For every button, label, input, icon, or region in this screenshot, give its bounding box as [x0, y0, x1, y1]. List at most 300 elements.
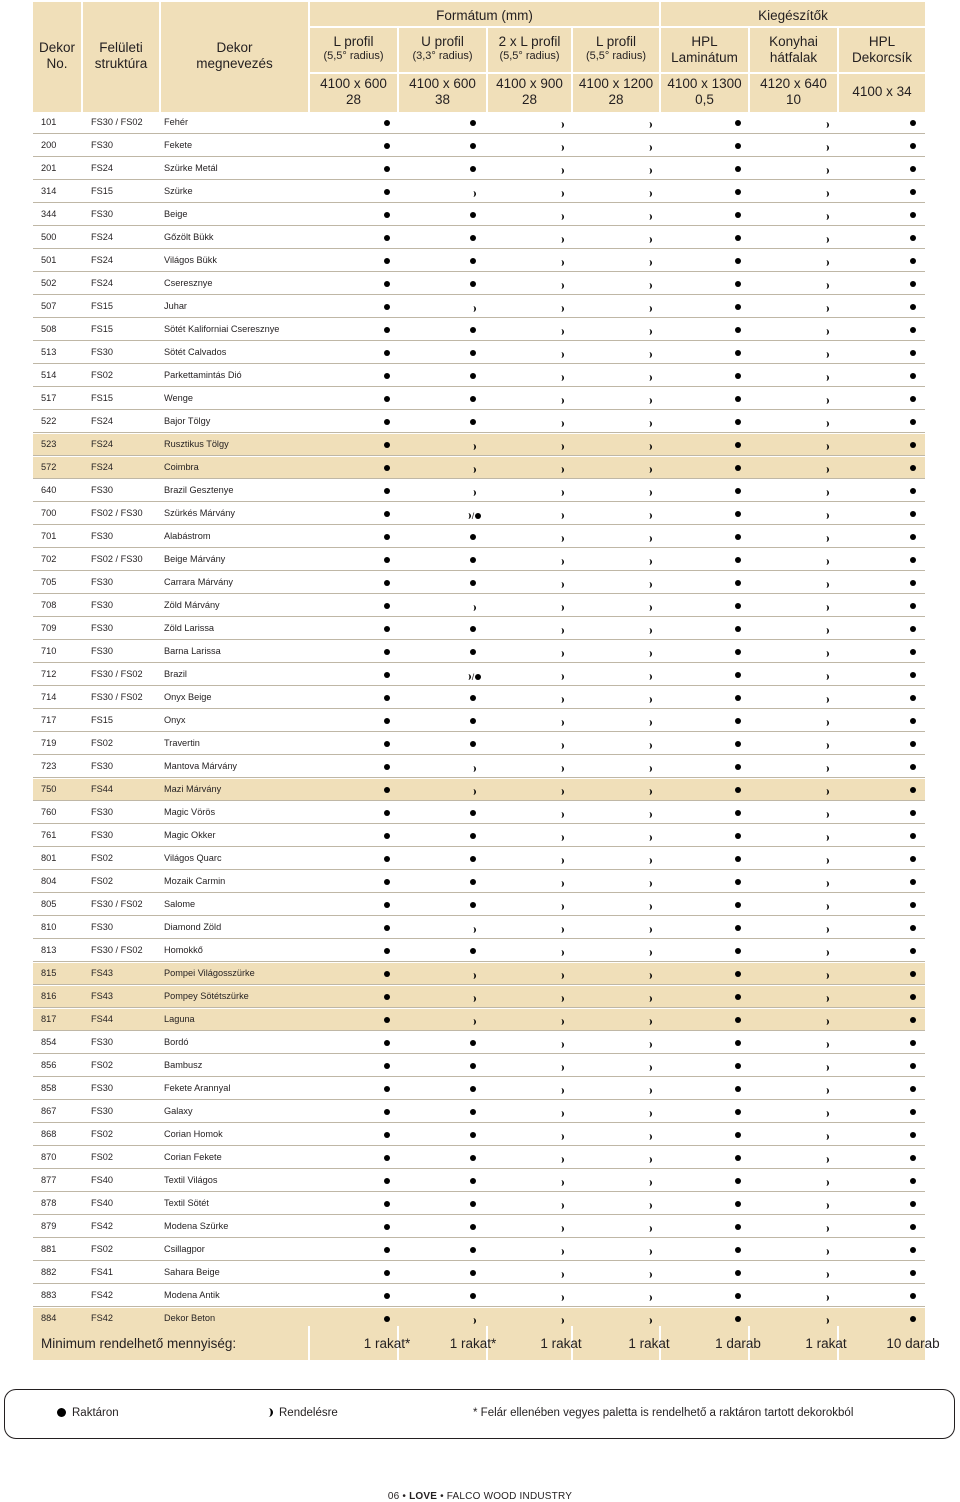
availability-mark [732, 1244, 744, 1256]
decor-name: Beige [164, 209, 188, 219]
table-row [33, 687, 925, 709]
availability-mark [381, 945, 393, 957]
row-divider [33, 685, 925, 686]
in-stock-dot-icon [910, 1086, 916, 1092]
in-stock-dot-icon [384, 879, 390, 885]
on-order-half-dot-icon [558, 235, 564, 241]
header-column-rule [399, 72, 486, 74]
table-row [33, 273, 925, 295]
availability-mark [907, 163, 919, 175]
row-divider [33, 1306, 925, 1307]
on-order-half-dot-icon [558, 534, 564, 540]
on-order-half-dot-icon [823, 1086, 829, 1092]
decor-number: 712 [41, 669, 57, 679]
availability-mark [907, 232, 919, 244]
availability-mark [820, 508, 832, 520]
surface-structure: FS15 [91, 393, 113, 403]
availability-mark [467, 646, 479, 658]
availability-mark [732, 807, 744, 819]
availability-mark [643, 554, 655, 566]
in-stock-dot-icon [735, 143, 741, 149]
decor-name: Juhar [164, 301, 187, 311]
on-order-half-dot-icon [823, 327, 829, 333]
decor-name: Brazil Gesztenye [164, 485, 234, 495]
availability-mark [820, 163, 832, 175]
availability-mark [643, 1290, 655, 1302]
on-order-half-dot-icon [646, 534, 652, 540]
on-order-half-dot-icon [823, 1247, 829, 1253]
availability-mark [732, 784, 744, 796]
availability-mark [732, 1083, 744, 1095]
availability-mark [732, 600, 744, 612]
decor-number: 813 [41, 945, 57, 955]
decor-number: 717 [41, 715, 57, 725]
header-column-size: 4100 x 600 [409, 76, 476, 91]
row-divider [33, 317, 925, 318]
availability-mark [555, 968, 567, 980]
in-stock-dot-icon [910, 488, 916, 494]
table-header [33, 2, 925, 112]
in-stock-dot-icon [910, 1316, 916, 1322]
in-stock-dot-icon [910, 1247, 916, 1253]
table-row [33, 848, 925, 870]
availability-mark [467, 232, 479, 244]
in-stock-dot-icon [384, 1270, 390, 1276]
availability-mark [643, 600, 655, 612]
availability-mark [643, 278, 655, 290]
row-divider [33, 892, 925, 893]
on-order-half-dot-icon [470, 925, 476, 931]
on-order-half-dot-icon [646, 603, 652, 609]
availability-mark [820, 140, 832, 152]
table-row [33, 917, 925, 939]
availability-mark [907, 876, 919, 888]
availability-mark [907, 393, 919, 405]
decor-number: 882 [41, 1267, 57, 1277]
decor-number: 816 [41, 991, 57, 1001]
in-stock-dot-icon [470, 350, 476, 356]
decor-number: 817 [41, 1014, 57, 1024]
in-stock-dot-icon [384, 810, 390, 816]
on-order-half-dot-icon [558, 649, 564, 655]
in-stock-dot-icon [384, 1155, 390, 1161]
header-column-subtitle: Dekorcsík [851, 49, 912, 65]
on-order-half-dot-icon [823, 1109, 829, 1115]
availability-mark [732, 922, 744, 934]
availability-mark [820, 531, 832, 543]
availability-mark [467, 393, 479, 405]
decor-name: Gőzölt Bükk [164, 232, 214, 242]
header-column-2 [399, 28, 486, 112]
in-stock-dot-icon [735, 557, 741, 563]
availability-mark [467, 347, 479, 359]
in-stock-dot-icon [735, 1178, 741, 1184]
in-stock-dot-icon [470, 649, 476, 655]
decor-number: 101 [41, 117, 57, 127]
in-stock-dot-icon [384, 120, 390, 126]
availability-mark [643, 1267, 655, 1279]
availability-mark [467, 761, 479, 773]
availability-mark [907, 462, 919, 474]
in-stock-dot-icon [470, 856, 476, 862]
row-divider [33, 501, 925, 502]
in-stock-dot-icon [384, 1017, 390, 1023]
row-divider [33, 1260, 925, 1261]
in-stock-dot-icon [384, 925, 390, 931]
in-stock-dot-icon [910, 787, 916, 793]
availability-mark [555, 623, 567, 635]
availability-mark [467, 554, 479, 566]
availability-mark [820, 439, 832, 451]
on-order-half-dot-icon [558, 143, 564, 149]
in-stock-dot-icon [384, 764, 390, 770]
header-group-extra-label: Kiegészítők [758, 8, 828, 23]
availability-mark [643, 1060, 655, 1072]
table-row [33, 365, 925, 387]
availability-mark [643, 508, 655, 520]
in-stock-dot-icon [910, 695, 916, 701]
availability-mark [467, 301, 479, 313]
on-order-half-dot-icon [558, 1109, 564, 1115]
in-stock-dot-icon [910, 373, 916, 379]
in-stock-dot-icon [384, 442, 390, 448]
on-order-half-dot-icon [646, 902, 652, 908]
in-stock-dot-icon [910, 672, 916, 678]
in-stock-dot-icon [910, 879, 916, 885]
in-stock-dot-icon [910, 649, 916, 655]
availability-mark [555, 692, 567, 704]
decor-name: Corian Fekete [164, 1152, 222, 1162]
header-column-title: 2 x L profil [498, 34, 561, 49]
availability-mark [820, 807, 832, 819]
table-row [33, 204, 925, 226]
on-order-half-dot-icon [823, 442, 829, 448]
in-stock-dot-icon [735, 166, 741, 172]
availability-mark [467, 278, 479, 290]
legend-box [4, 1389, 955, 1439]
header-megnevezes [161, 2, 308, 112]
on-order-half-dot-icon [558, 1132, 564, 1138]
surface-structure: FS24 [91, 255, 113, 265]
on-order-half-dot-icon [558, 166, 564, 172]
in-stock-dot-icon [735, 741, 741, 747]
decor-name: Barna Larissa [164, 646, 221, 656]
availability-mark [643, 462, 655, 474]
row-divider [33, 570, 925, 571]
in-stock-dot-icon [384, 465, 390, 471]
decor-number: 723 [41, 761, 57, 771]
availability-mark [732, 554, 744, 566]
surface-structure: FS30 [91, 209, 113, 219]
availability-mark [381, 301, 393, 313]
in-stock-dot-icon [910, 902, 916, 908]
header-group-extra [661, 2, 925, 26]
decor-number: 572 [41, 462, 57, 472]
decor-number: 500 [41, 232, 57, 242]
in-stock-dot-icon [735, 971, 741, 977]
availability-mark [467, 117, 479, 129]
header-column-title: L profil [333, 34, 374, 49]
mark-separator: / [471, 672, 475, 682]
on-order-half-dot-icon [646, 511, 652, 517]
availability-mark [732, 255, 744, 267]
in-stock-dot-icon [735, 442, 741, 448]
surface-structure: FS02 [91, 1152, 113, 1162]
table-row [33, 319, 925, 341]
availability-mark [381, 554, 393, 566]
row-divider [33, 1283, 925, 1284]
on-order-half-dot-icon [823, 1132, 829, 1138]
availability-mark [907, 761, 919, 773]
decor-number: 523 [41, 439, 57, 449]
on-order-half-dot-icon [646, 557, 652, 563]
surface-structure: FS30 / FS02 [91, 669, 143, 679]
availability-mark [907, 830, 919, 842]
on-order-half-dot-icon [470, 442, 476, 448]
header-column-rule [573, 72, 659, 74]
decor-name: Homokkő [164, 945, 203, 955]
header-column-size: 4120 x 640 [760, 76, 827, 91]
availability-mark [643, 715, 655, 727]
surface-structure: FS30 [91, 830, 113, 840]
on-order-half-dot-icon [823, 833, 829, 839]
in-stock-dot-icon [470, 235, 476, 241]
decor-number: 514 [41, 370, 57, 380]
availability-mark [820, 1198, 832, 1210]
availability-mark [820, 209, 832, 221]
on-order-half-dot-icon [823, 764, 829, 770]
decor-number: 700 [41, 508, 57, 518]
availability-mark [643, 416, 655, 428]
legend-stock-label: Raktáron [72, 1407, 119, 1419]
in-stock-dot-icon [910, 1293, 916, 1299]
on-order-half-dot-icon [558, 741, 564, 747]
on-order-half-dot-icon [823, 1063, 829, 1069]
decor-name: Fekete Arannyal [164, 1083, 231, 1093]
availability-mark [555, 370, 567, 382]
availability-mark [820, 922, 832, 934]
availability-mark [820, 1290, 832, 1302]
availability-mark [381, 669, 393, 681]
in-stock-dot-icon [735, 649, 741, 655]
table-row [33, 227, 925, 249]
minimum-column-divider [308, 1326, 310, 1360]
availability-mark [732, 209, 744, 221]
availability-mark [732, 278, 744, 290]
surface-structure: FS41 [91, 1267, 113, 1277]
table-row [33, 595, 925, 617]
in-stock-dot-icon [384, 189, 390, 195]
on-order-half-dot-icon [823, 235, 829, 241]
availability-mark [820, 1060, 832, 1072]
availability-mark [467, 462, 479, 474]
availability-mark [381, 347, 393, 359]
in-stock-dot-icon [735, 1293, 741, 1299]
on-order-half-dot-icon [558, 1293, 564, 1299]
availability-mark [732, 508, 744, 520]
decor-name: Brazil [164, 669, 187, 679]
availability-mark [643, 1106, 655, 1118]
on-order-half-dot-icon [823, 856, 829, 862]
row-divider [33, 1122, 925, 1123]
decor-name: Textil Világos [164, 1175, 218, 1185]
surface-structure: FS02 [91, 1129, 113, 1139]
availability-mark [732, 738, 744, 750]
availability-mark [381, 738, 393, 750]
table-row [33, 664, 925, 686]
in-stock-dot-icon [470, 212, 476, 218]
surface-structure: FS43 [91, 968, 113, 978]
decor-number: 508 [41, 324, 57, 334]
header-column-subtitle: (5,5° radius) [499, 49, 560, 62]
on-order-half-dot-icon [558, 833, 564, 839]
on-order-half-dot-icon [646, 235, 652, 241]
surface-structure: FS30 [91, 1106, 113, 1116]
availability-mark [907, 324, 919, 336]
decor-number: 344 [41, 209, 57, 219]
on-order-half-dot-icon [823, 879, 829, 885]
in-stock-dot-icon [735, 1040, 741, 1046]
decor-number: 877 [41, 1175, 57, 1185]
on-order-half-dot-icon [558, 373, 564, 379]
on-order-half-dot-icon [558, 258, 564, 264]
availability-mark [643, 853, 655, 865]
availability-mark [467, 899, 479, 911]
row-divider [33, 524, 925, 525]
row-divider [33, 823, 925, 824]
availability-mark [907, 209, 919, 221]
availability-mark [820, 232, 832, 244]
availability-mark [381, 1060, 393, 1072]
availability-mark [907, 1152, 919, 1164]
surface-structure: FS24 [91, 416, 113, 426]
in-stock-dot-icon [735, 626, 741, 632]
decor-number: 810 [41, 922, 57, 932]
table-row [33, 733, 925, 755]
header-struktura [83, 2, 159, 112]
availability-mark [381, 1198, 393, 1210]
availability-mark [467, 922, 479, 934]
availability-mark [732, 439, 744, 451]
in-stock-dot-icon [910, 1155, 916, 1161]
in-stock-dot-icon [470, 948, 476, 954]
on-order-half-dot-icon [646, 856, 652, 862]
decor-name: Laguna [164, 1014, 195, 1024]
on-order-half-dot-icon [646, 1270, 652, 1276]
in-stock-dot-icon [910, 465, 916, 471]
availability-mark [381, 968, 393, 980]
availability-mark [643, 922, 655, 934]
table-row [33, 618, 925, 640]
on-order-half-dot-icon [558, 189, 564, 195]
row-divider [33, 731, 925, 732]
table-row [33, 572, 925, 594]
in-stock-dot-icon [384, 212, 390, 218]
availability-mark [381, 163, 393, 175]
availability-mark [732, 1129, 744, 1141]
availability-mark [381, 278, 393, 290]
availability-mark [820, 830, 832, 842]
availability-mark [555, 416, 567, 428]
availability-mark [820, 416, 832, 428]
surface-structure: FS15 [91, 715, 113, 725]
on-order-half-dot-icon [558, 1063, 564, 1069]
on-order-half-dot-icon [646, 833, 652, 839]
table-row [33, 457, 925, 479]
availability-mark [820, 600, 832, 612]
on-order-half-dot-icon [646, 120, 652, 126]
header-column-subtitle: Laminátum [671, 49, 738, 65]
on-order-half-dot-icon [646, 695, 652, 701]
availability-mark [467, 255, 479, 267]
availability-mark [820, 278, 832, 290]
row-divider [33, 1145, 925, 1146]
header-column-title: Konyhai [769, 34, 818, 49]
in-stock-dot-icon [470, 695, 476, 701]
decor-name: Zöld Márvány [164, 600, 220, 610]
availability-mark [467, 784, 479, 796]
on-order-half-dot-icon [823, 258, 829, 264]
in-stock-dot-icon [470, 833, 476, 839]
table-row [33, 756, 925, 778]
availability-mark [643, 1244, 655, 1256]
availability-mark [555, 784, 567, 796]
on-order-half-dot-icon [646, 1063, 652, 1069]
availability-mark [820, 370, 832, 382]
on-order-half-dot-icon [646, 672, 652, 678]
table-row [33, 526, 925, 548]
footer-company: FALCO WOOD INDUSTRY [446, 1491, 573, 1502]
decor-name: Rusztikus Tölgy [164, 439, 229, 449]
availability-mark [381, 324, 393, 336]
on-order-half-dot-icon [646, 304, 652, 310]
in-stock-dot-icon [384, 1247, 390, 1253]
availability-mark [381, 807, 393, 819]
decor-number: 805 [41, 899, 57, 909]
availability-mark [732, 1313, 744, 1325]
availability-mark [643, 876, 655, 888]
availability-mark [467, 1244, 479, 1256]
availability-mark [381, 209, 393, 221]
availability-mark [381, 1129, 393, 1141]
header-column-size: 4100 x 34 [852, 84, 912, 99]
on-order-half-dot-icon [558, 764, 564, 770]
availability-mark [643, 347, 655, 359]
availability-mark [643, 140, 655, 152]
availability-mark [381, 1175, 393, 1187]
availability-mark [467, 1152, 479, 1164]
in-stock-dot-icon [384, 1132, 390, 1138]
header-column-thickness: 28 [521, 92, 538, 107]
availability-mark [820, 899, 832, 911]
footer-brand: LOVE [409, 1491, 438, 1502]
in-stock-dot-icon [735, 718, 741, 724]
availability-mark [555, 324, 567, 336]
on-order-half-dot-icon [558, 856, 564, 862]
in-stock-dot-icon [910, 994, 916, 1000]
availability-mark [732, 324, 744, 336]
in-stock-dot-icon [384, 1178, 390, 1184]
in-stock-dot-icon [910, 971, 916, 977]
availability-mark [467, 1083, 479, 1095]
row-divider [33, 271, 925, 272]
availability-mark [555, 922, 567, 934]
availability-mark [907, 968, 919, 980]
on-order-half-dot-icon [823, 649, 829, 655]
on-order-half-dot-icon [823, 1155, 829, 1161]
in-stock-dot-icon [910, 1109, 916, 1115]
in-stock-dot-icon [470, 810, 476, 816]
